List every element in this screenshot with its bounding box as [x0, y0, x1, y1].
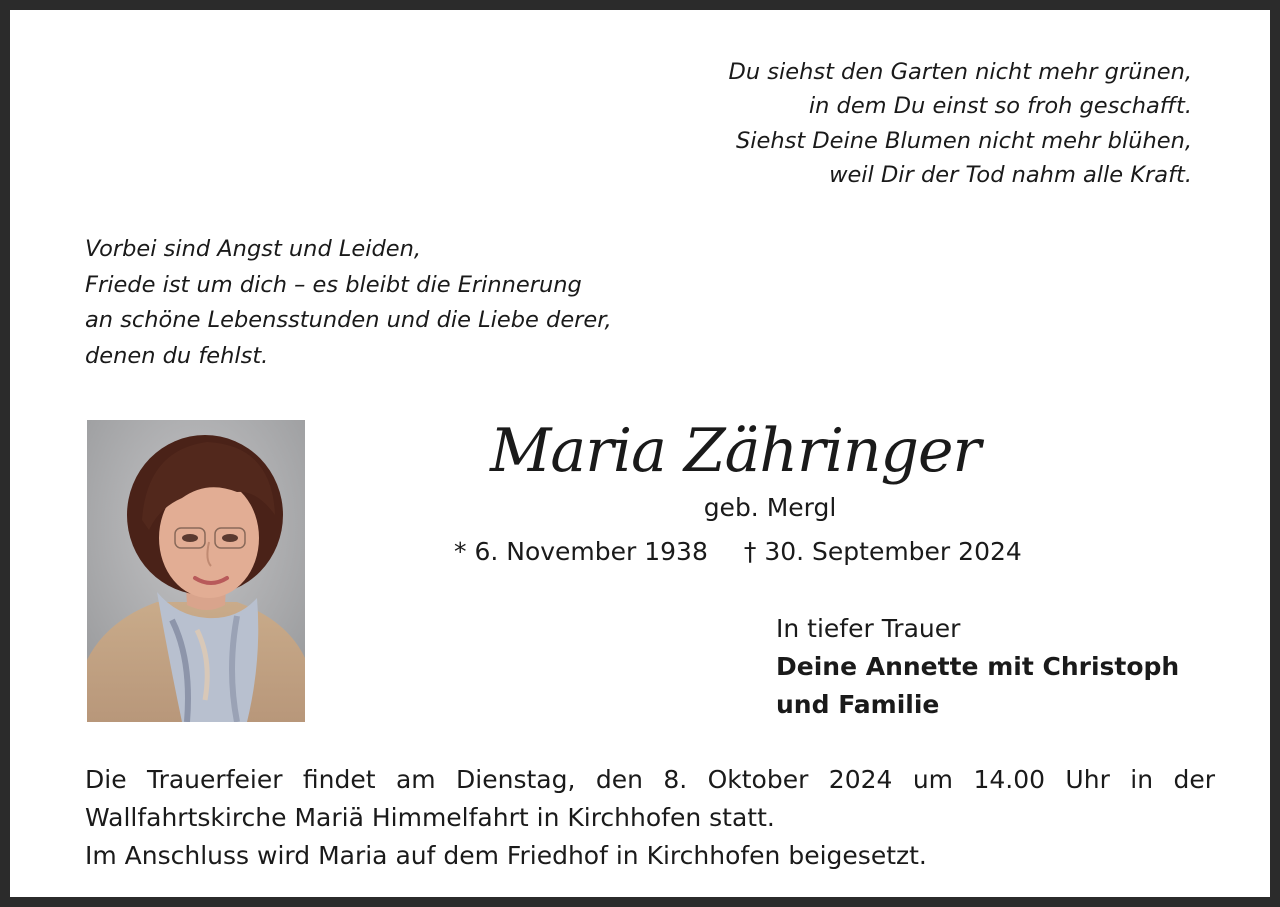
poem-top-line: Du siehst den Garten nicht mehr grünen,: [728, 59, 1192, 85]
birth-date: * 6. November 1938: [454, 537, 708, 566]
funeral-line: Im Anschluss wird Maria auf dem Friedhof in Kirchhofen beigesetzt.: [85, 841, 927, 870]
poem-left-line: an schöne Lebensstunden und die Liebe derer,: [85, 307, 612, 333]
mourner-family: und Familie: [776, 690, 940, 719]
death-date: † 30. September 2024: [743, 537, 1022, 566]
poem-top-line: weil Dir der Tod nahm alle Kraft.: [829, 161, 1192, 188]
poem-top-line: Siehst Deine Blumen nicht mehr blühen,: [736, 127, 1192, 154]
maiden-name: geb. Mergl: [703, 493, 837, 522]
poem-top: [729, 55, 1192, 192]
funeral-line: Wallfahrtskirche Mariä Himmelfahrt in Kirchhofen statt.: [85, 803, 775, 832]
poem-left: [85, 232, 612, 374]
deceased-name: Maria Zähringer: [490, 416, 981, 486]
mourner-names: Deine Annette mit Christoph: [776, 652, 1180, 681]
mourners: [776, 610, 1179, 724]
poem-left-line: denen du fehlst.: [85, 342, 269, 369]
funeral-info: [85, 761, 1215, 875]
portrait-photo: [87, 420, 305, 722]
portrait-illustration: [87, 420, 305, 722]
life-dates: [454, 534, 1022, 570]
mourning-intro: In tiefer Trauer: [776, 614, 961, 643]
poem-left-line: Friede ist um dich – es bleibt die Erinnerung: [85, 271, 582, 298]
poem-top-line: in dem Du einst so froh geschafft.: [808, 93, 1192, 120]
poem-left-line: Vorbei sind Angst und Leiden,: [85, 236, 422, 262]
funeral-line: Die Trauerfeier findet am Dienstag, den 8. Oktober 2024 um 14.00 Uhr in der: [85, 765, 1215, 794]
